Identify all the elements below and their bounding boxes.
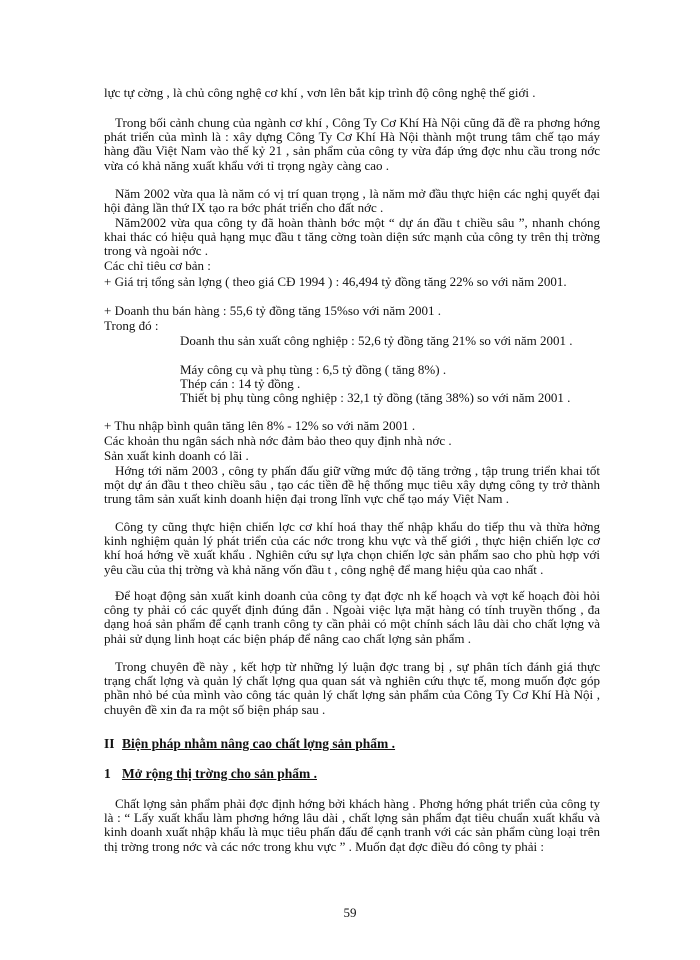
paragraph-year-2002: Năm 2002 vừa qua là năm có vị trí quan trọng , là năm mở đầu thực hiện các nghị quyết đại hội đảng lần thứ IX tạo ra bớc phát triển cho đất nớc . [104, 186, 600, 216]
paragraph-thesis-purpose: Trong chuyên đề này , kết hợp từ những lý luận đợc trang bị , sự phân tích đánh giá thực trạng chất lợng và quản lý chất lợng qua quan sát và nghiên cứu thực tế, mong muốn đợc góp phần nhỏ bé của mình vào công tác quản lý chất lợng sản phẩm của Công Ty Cơ Khí Hà Nội , chuyên đề xin đa ra một số biện pháp sau . [104, 659, 600, 717]
sub-item-industrial-revenue: Doanh thu sản xuất công nghiệp : 52,6 tỷ đồng tăng 21% so với năm 2001 . [180, 333, 573, 348]
paragraph-basic-indicators: Các chỉ tiêu cơ bản : [104, 258, 211, 273]
paragraph-import-substitution: Công ty cũng thực hiện chiến lợc cơ khí hoá thay thế nhập khẩu do tiếp thu và thừa hởng kinh nghiệm quản lý phát triển của các nớc trong khu vực và thế giới , thực hiện chiến lợc cơ khí hoá hớng về xuất khẩu . Nghiên cứu sự lựa chọn chiến lợc sản phẩm sao cho phù hợp với yêu cầu của thị trờng và khả năng vốn đầu t , công nghệ để mang hiệu qủa cao nhất . [104, 519, 600, 577]
sub-item-industrial-equipment: Thiết bị phụ tùng công nghiệp : 32,1 tỷ đồng (tăng 38%) so với năm 2001 . [180, 390, 571, 405]
section-title: Biện pháp nhằm nâng cao chất lợng sản phẩm . [122, 736, 396, 751]
paragraph-goals-2003: Hớng tới năm 2003 , công ty phấn đấu giữ vững mức độ tăng trởng , tập trung triển khai tốt một dự án đầu t theo chiều sâu , tạo các tiền đề hệ thống mục tiêu xây dựng công ty trở thành trung tâm sản xuất kinh doanh hiện đại trong lĩnh vực chế tạo máy Việt Nam . [104, 463, 600, 507]
paragraph-industry-context: Trong bối cảnh chung của ngành cơ khí , Công Ty Cơ Khí Hà Nội cũng đã đề ra phơng hớng phát triển của mình là : xây dựng Công Ty Cơ Khí Hà Nội thành một trung tâm chế tạo máy hàng đầu Việt Nam vào thế kỷ 21 , sản phẩm của công ty vừa đáp ứng đợc nhu cầu trong nớc vừa có khả năng xuất khẩu với tỉ trọng ngày càng cao . [104, 115, 600, 173]
paragraph-profitable: Sản xuất kinh doanh có lãi . [104, 448, 249, 463]
paragraph-market-orientation: Chất lợng sản phẩm phải đợc định hớng bởi khách hàng . Phơng hớng phát triển của công ty là : “ Lấy xuất khẩu làm phơng hớng lâu dài , chất lợng sản phẩm đạt tiêu chuẩn xuất khẩu và kinh doanh xuất nhập khẩu là mục tiêu phấn đấu để cạnh tranh với các sản phẩm cùng loại trên thị trờng trong nớc và các nớc trong khu vực ” . Muốn đạt đợc điều đó công ty phải : [104, 796, 600, 854]
paragraph-sales-revenue: + Doanh thu bán hàng : 55,6 tỷ đồng tăng 15%so với năm 2001 . [104, 303, 442, 318]
sub-item-machine-tools: Máy công cụ và phụ tùng : 6,5 tỷ đồng ( tăng 8%) . [180, 362, 447, 377]
paragraph-state-budget: Các khoản thu ngân sách nhà nớc đảm bảo theo quy định nhà nớc . [104, 433, 452, 448]
subsection-heading-1 [104, 767, 600, 781]
subsection-number: 1 [104, 766, 111, 781]
paragraph-intro-continuation: lực tự cờng , là chủ công nghệ cơ khí , vơn lên bắt kịp trình độ công nghệ thế giới . [104, 85, 536, 100]
page-number: 59 [343, 905, 357, 920]
section-number: II [104, 736, 115, 751]
sub-item-rolled-steel: Thép cán : 14 tỷ đồng . [180, 376, 301, 391]
paragraph-deep-investment: Năm2002 vừa qua công ty đã hoàn thành bớc một “ dự án đầu t chiều sâu ”, nhanh chóng khai thác có hiệu quả hạng mục đầu t tăng cờng toàn diện sức mạnh của công ty trên thị trờng trong và ngoài nớc . [104, 215, 600, 259]
subsection-title: Mở rộng thị trờng cho sản phẩm . [122, 766, 317, 781]
section-heading-ii [104, 737, 600, 751]
paragraph-average-income: + Thu nhập bình quân tăng lên 8% - 12% so với năm 2001 . [104, 418, 416, 433]
paragraph-total-output: + Giá trị tổng sản lợng ( theo giá CĐ 1994 ) : 46,494 tỷ đồng tăng 22% so với năm 2001. [104, 274, 567, 289]
paragraph-of-which: Trong đó : [104, 318, 159, 333]
paragraph-business-decisions: Để hoạt động sản xuất kinh doanh của công ty đạt đợc nh kế hoạch và vợt kế hoạch đòi hỏi công ty phải có các quyết định đúng đắn . Ngoài việc lựa mặt hàng có tính truyền thống , đa dạng hoá sản phẩm để cạnh tranh công ty cần phải có một chính sách lâu dài cho chất lợng và phải sử dụng linh hoạt các biện pháp để nâng cao chất lợng sản phẩm . [104, 588, 600, 646]
